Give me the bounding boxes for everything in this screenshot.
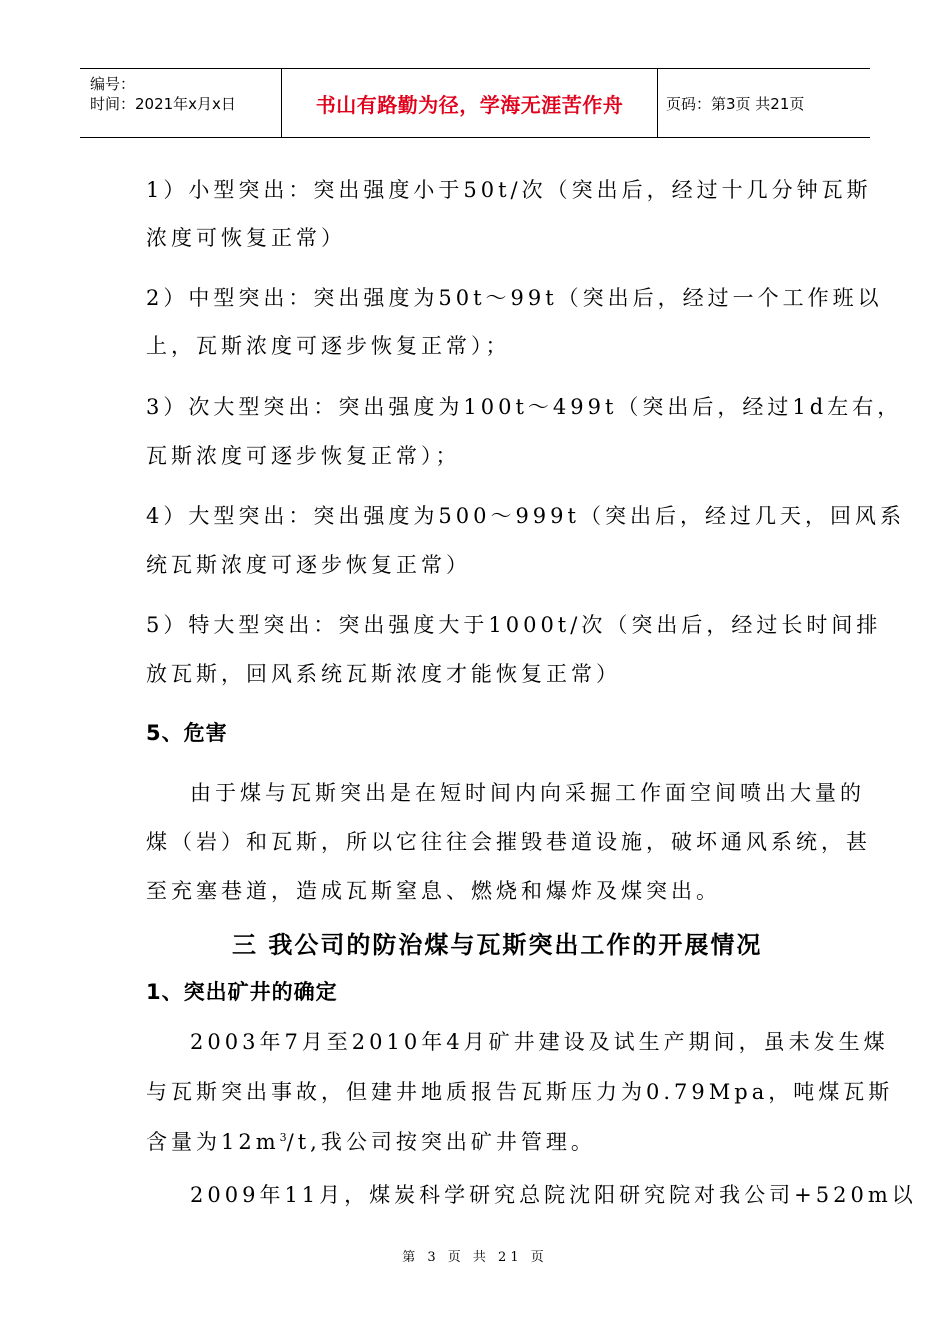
- text-line: 3）次大型突出：突出强度为100t～499t（突出后，经过1d左右，: [146, 395, 903, 419]
- section-heading-hazard: 5、危害: [146, 721, 228, 745]
- text-line: 放瓦斯，回风系统瓦斯浓度才能恢复正常）: [146, 662, 621, 686]
- chapter-heading: 三 我公司的防治煤与瓦斯突出工作的开展情况: [232, 931, 763, 959]
- text-line: 1）小型突出：突出强度小于50t/次（突出后，经过十几分钟瓦斯: [146, 178, 872, 202]
- paragraph-line: 2003年7月至2010年4月矿井建设及试生产期间，虽未发生煤: [190, 1030, 889, 1054]
- paragraph-line: 煤（岩）和瓦斯，所以它往往会摧毁巷道设施，破坏通风系统，甚: [146, 830, 871, 854]
- paragraph-line: 由于煤与瓦斯突出是在短时间内向采掘工作面空间喷出大量的: [190, 781, 865, 805]
- document-number-label: 编号：: [90, 75, 136, 93]
- text-segment: /t,我公司按突出矿井管理。: [286, 1130, 596, 1154]
- header-page-number: 页码：第3页 共21页: [666, 94, 805, 113]
- superscript: 3: [279, 1131, 287, 1144]
- text-line: 5）特大型突出：突出强度大于1000t/次（突出后，经过长时间排: [146, 613, 882, 637]
- header-meta-cell: [80, 69, 282, 137]
- text-line: 统瓦斯浓度可逐步恢复正常）: [146, 553, 471, 577]
- page-header: [80, 68, 870, 138]
- header-page-cell: [658, 69, 870, 137]
- text-line: 2）中型突出：突出强度为50t～99t（突出后，经过一个工作班以: [146, 286, 883, 310]
- text-line: 4）大型突出：突出强度为500～999t（突出后，经过几天，回风系: [146, 504, 905, 528]
- text-line: 瓦斯浓度可逐步恢复正常）；: [146, 444, 461, 468]
- section-heading-outburst-mine: 1、突出矿井的确定: [146, 980, 338, 1004]
- text-line: 浓度可恢复正常）: [146, 226, 346, 250]
- text-line: 上，瓦斯浓度可逐步恢复正常）；: [146, 334, 511, 358]
- paragraph-line: 与瓦斯突出事故，但建井地质报告瓦斯压力为0.79Mpa，吨煤瓦斯: [146, 1080, 894, 1104]
- page-footer: 第 3 页 共 21 页: [402, 1250, 548, 1265]
- document-date-label: 时间：2021年x月x日: [90, 95, 236, 113]
- paragraph-line: 至充塞巷道，造成瓦斯窒息、燃烧和爆炸及煤突出。: [146, 879, 721, 903]
- header-motto: 书山有路勤为径，学海无涯苦作舟: [315, 92, 624, 117]
- paragraph-line: 2009年11月，煤炭科学研究总院沈阳研究院对我公司+520m以: [190, 1183, 917, 1207]
- text-segment: 含量为12m: [146, 1130, 280, 1154]
- header-motto-cell: [282, 69, 658, 137]
- paragraph-line: [146, 1126, 596, 1156]
